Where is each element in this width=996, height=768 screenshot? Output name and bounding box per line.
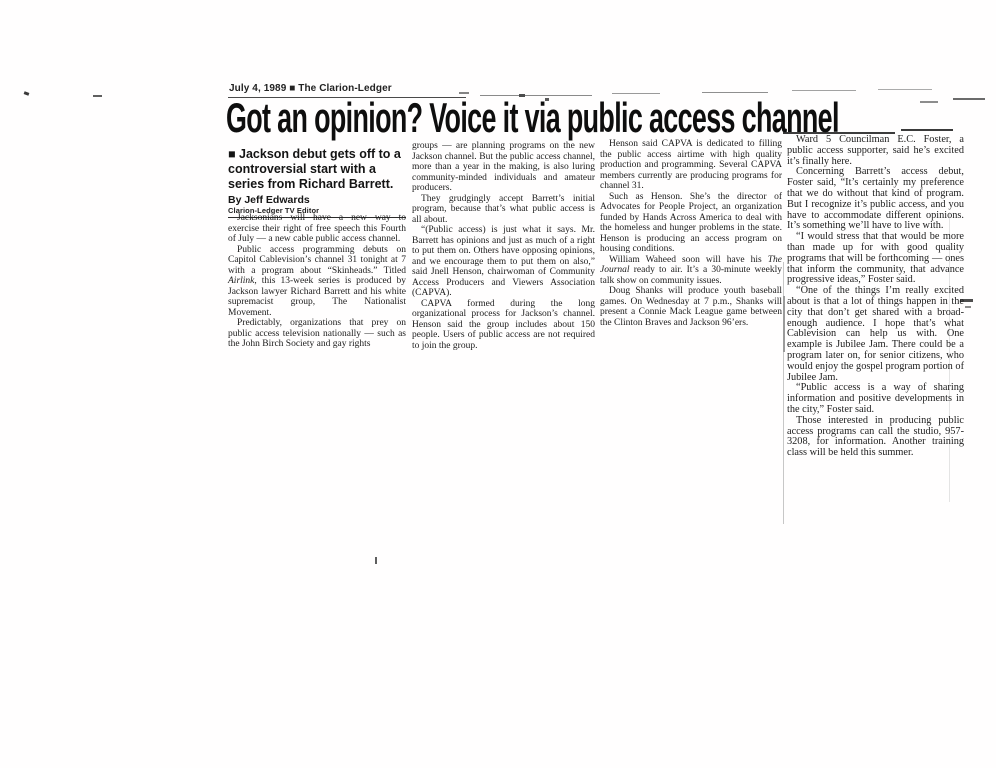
- text-run: , this 13-week series is produced by Jackson lawyer Richard Barrett and his white supremacist group, The Nationalist Movement.: [228, 276, 406, 318]
- byline-author: By Jeff Edwards: [228, 194, 310, 206]
- headline: Got an opinion? Voice it via public access channel: [226, 94, 839, 141]
- paragraph: [600, 286, 782, 328]
- text-run: “I would stress that that would be more than made up for with good quality programs that will be forthcoming — ones that inform the community, that advance progressive ideas,” Foster said.: [787, 231, 964, 286]
- scan-rule-fragment: [792, 90, 856, 91]
- text-run: ready to air. It’s a 30-minute weekly talk show on community issues.: [600, 265, 782, 286]
- italic-text: The Journal: [600, 254, 782, 275]
- paragraph: [787, 416, 964, 459]
- text-run: “One of the things I’m really excited about is that a lot of things happen in the city that don’t get shared with a broad-enough audience. I hope that’s what Cablevision can help us with. One example is Jubilee Jam. There could be a program later on, for senior citizens, who would enjoy the gospel program portion of Jubilee Jam.: [787, 285, 964, 383]
- text-run: Such as Henson. She’s the director of Advocates for People Project, an organization funded by Hands Across America to deal with the homeless and hunger problems in the state. Henson is producing an access program on housing conditions.: [600, 191, 782, 254]
- text-run: CAPVA formed during the long organizational process for Jackson’s channel. Henson said the group includes about 150 people. Users of public access are not required to join the group.: [412, 298, 595, 351]
- text-run: “(Public access) is just what it says. Mr. Barrett has opinions and just as much of a right to put them on. Others have opposing opinions, and we encourage them to put them on also,” said Jnell Henson, chairwoman of Community Access Producers and Viewers Association (CAPVA).: [412, 225, 595, 298]
- deck: ■ Jackson debut gets off to a controversial start with a series from Richard Barrett.: [228, 147, 401, 191]
- paragraph: [787, 135, 964, 167]
- text-run: Those interested in producing public access programs can call the studio, 957-3208, for information. Another training class will be held this summer.: [787, 414, 964, 459]
- scan-speck: [965, 306, 971, 308]
- text-run: They grudgingly accept Barrett’s initial program, because that’s what public access is all about.: [412, 193, 595, 225]
- scan-rule-fragment: [953, 98, 985, 100]
- paragraph: [787, 167, 964, 232]
- dateline: July 4, 1989 ■ The Clarion-Ledger: [229, 83, 392, 94]
- text-run: Doug Shanks will produce youth baseball games. On Wednesday at 7 p.m., Shanks will present a Connie Mack League game between the Clinton Braves and Jackson 96’ers.: [600, 286, 782, 328]
- scan-rule-fragment: [878, 89, 932, 90]
- scan-rule-fragment: [920, 101, 938, 103]
- article-column-2: [412, 141, 595, 351]
- paragraph: [600, 192, 782, 255]
- text-run: Concerning Barrett’s access debut, Foster said, “It’s certainly my preference that we do without that kind of program. But I recognize it’s public access, and you have to accommodate different opinions. It’s something we’ll have to live with.: [787, 166, 964, 232]
- text-run: Ward 5 Councilman E.C. Foster, a public access supporter, said he’s excited it’s finally here.: [787, 134, 964, 167]
- paragraph: [787, 232, 964, 286]
- text-run: Predictably, organizations that prey on public access television nationally — such as the John Birch Society and gay rights: [228, 318, 406, 349]
- scan-speck: [93, 95, 102, 97]
- scan-speck: [375, 557, 377, 564]
- text-run: Public access programming debuts on Capitol Cablevision’s channel 31 tonight at 7 with a program about “Skinheads.” Titled: [228, 244, 406, 276]
- scan-speck: [24, 91, 30, 96]
- article-column-4: [787, 135, 964, 459]
- article-column-3: [600, 139, 782, 328]
- text-run: “Public access is a way of sharing information and positive developments in the city,” Foster said.: [787, 382, 964, 415]
- paragraph: [412, 194, 595, 226]
- paragraph: [412, 141, 595, 194]
- paragraph: [412, 225, 595, 299]
- paragraph: [228, 245, 406, 319]
- text-run: Henson said CAPVA is dedicated to filling the public access airtime with high quality production and programming. Several CAPVA members currently are producing programs for channel 31.: [600, 139, 782, 191]
- text-run: groups — are planning programs on the new Jackson channel. But the public access channel, more than a year in the making, is also luring community-minded individuals and amateur producers.: [412, 141, 595, 193]
- paragraph: [228, 213, 406, 245]
- paragraph: [787, 286, 964, 383]
- article-column-1: [228, 213, 406, 350]
- paragraph: [787, 383, 964, 415]
- paragraph: [412, 299, 595, 352]
- scan-rule-fragment: [702, 92, 768, 93]
- column-divider-rule: [783, 296, 785, 352]
- paragraph: [600, 255, 782, 287]
- italic-text: Airlink: [228, 276, 255, 286]
- paragraph: [228, 318, 406, 350]
- text-run: William Waheed soon will have his: [609, 254, 768, 265]
- text-run: Jacksonians will have a new way to exercise their right of free speech this Fourth of July — a new cable public access channel.: [228, 213, 406, 244]
- byline-title: Clarion-Ledger TV Editor: [228, 206, 320, 215]
- paragraph: [600, 139, 782, 192]
- column-four-top-rule: [901, 129, 953, 131]
